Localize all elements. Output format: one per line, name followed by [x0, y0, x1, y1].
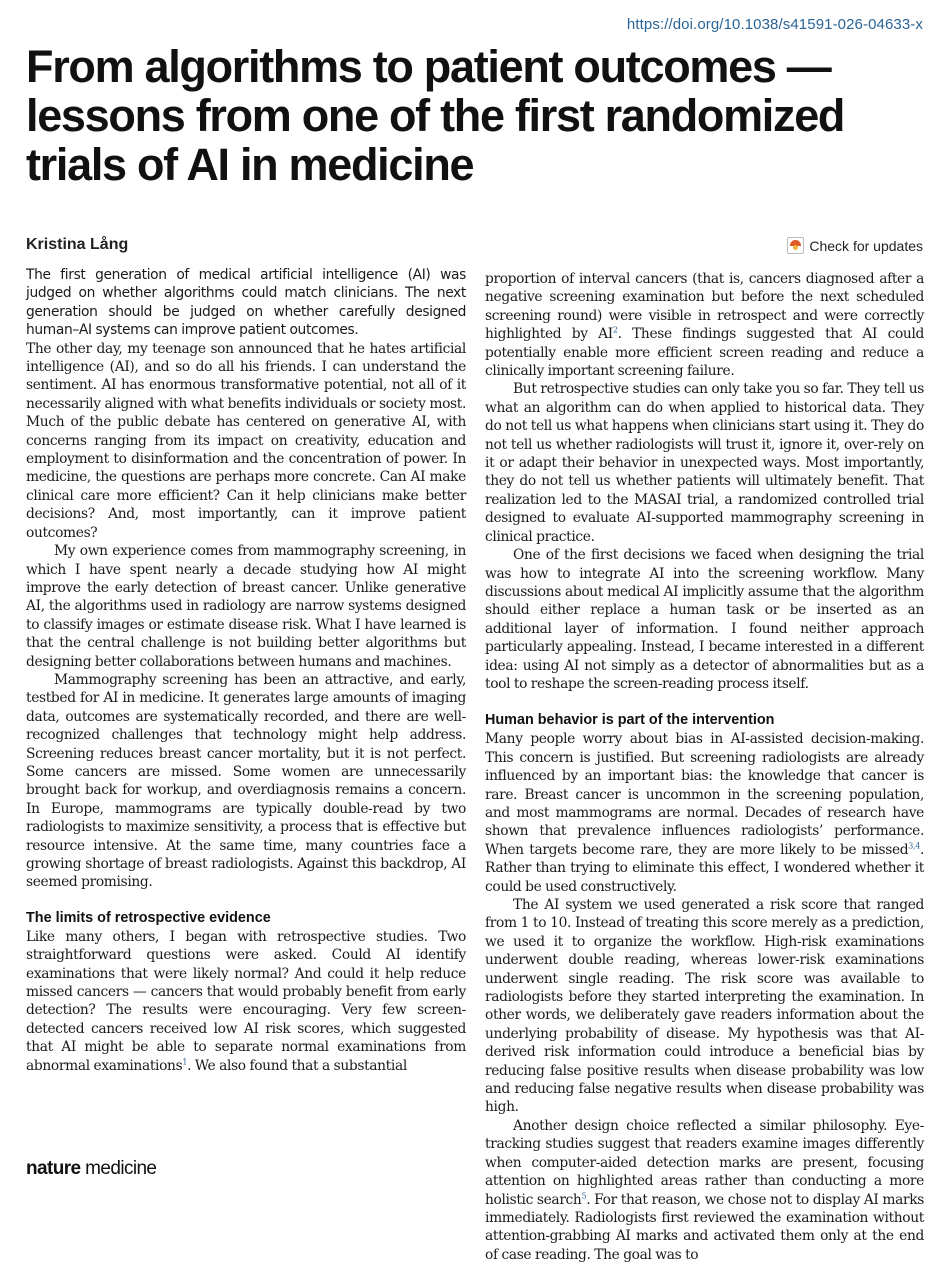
- journal-logo: [26, 1158, 156, 1180]
- paragraph: The other day, my teenage son announced that he hates artificial intelligence (AI), and so do all his friends. I can understand the sentiment. AI has enormous transformative potential, not all of it necessarily aligned with what benefits individuals or society most. Much of the public debate has centered on generative AI, with concerns ranging from its impact on creativity, education and employment to disinformation and the concentration of power. In medicine, the questions are perhaps more concrete. Can AI make clinical care more efficient? Can it help clinicians make better decisions? And, most importantly, can it improve patient outcomes?: [26, 340, 466, 541]
- reference-link[interactable]: 3,4: [908, 841, 920, 851]
- paragraph: [485, 1117, 924, 1264]
- paragraph: But retrospective studies can only take you so far. They tell us what an algorithm can do when applied to historical data. They do not tell us what happens when clinicians start using it. They do not tell us whether radiologists will trust it, ignore it, over-rely on it or adapt their behavior in unexpected ways. Most importantly, they do not tell us whether patients will ultimately benefit. That realization led to the MASAI trial, a randomized controlled trial designed to evaluate AI-supported mammography screening in clinical practice.: [485, 381, 924, 545]
- check-for-updates-label: Check for updates: [809, 237, 923, 254]
- paragraph-text: . These findings suggested that AI could potentially enable more efficient screen reading and reduce a clinically important screening failure.: [485, 326, 924, 380]
- paragraph-text: . We also found that a substantial: [187, 1057, 407, 1074]
- section-heading: Human behavior is part of the intervention: [485, 712, 775, 729]
- doi-link[interactable]: https://doi.org/10.1038/s41591-026-04633-x: [626, 16, 923, 33]
- reference-link[interactable]: 1: [182, 1057, 188, 1067]
- paragraph: [485, 270, 924, 380]
- journal-logo-part: medicine: [85, 1158, 157, 1179]
- section-heading: The limits of retrospective evidence: [26, 909, 271, 926]
- check-for-updates-button[interactable]: [787, 237, 923, 254]
- reference-link[interactable]: 2: [612, 325, 618, 335]
- standfirst: The first generation of medical artificial intelligence (AI) was judged on whether algorithms could match clinicians. The next generation should be judged on whether carefully designed human–AI systems can improve patient outcomes.: [26, 267, 466, 339]
- paragraph-text: Like many others, I began with retrospective studies. Two straightforward questions were asked. Could AI identify examinations that were likely normal? And could it help reduce missed cancers — cancers that would probably benefit from early detection? The results were encouraging. Very few screen-detected cancers received low AI risk scores, which suggested that AI might be able to separate normal examinations from abnormal examinations: [26, 928, 466, 1074]
- article-title: From algorithms to patient outcomes — lessons from one of the first randomized trials of AI in medicine: [26, 41, 845, 190]
- paragraph: Mammography screening has been an attractive, and early, testbed for AI in medicine. It generates large amounts of imaging data, outcomes are systematically recorded, and there are well-recognized challenges that technology might help address. Screening reduces breast cancer mortality, but it is not perfect. Some cancers are missed. Some women are unnecessarily brought back for workup, and overdiagnosis remains a concern. In Europe, mammograms are typically double-read by two radiologists to maximize sensitivity, a process that is effective but resource intensive. At the same time, many countries face a growing shortage of breast radiologists. Against this backdrop, AI seemed promising.: [26, 671, 466, 891]
- paragraph-text: . Rather than trying to eliminate this effect, I wondered whether it could be used constructively.: [485, 841, 924, 895]
- paragraph: My own experience comes from mammography screening, in which I have spent nearly a decade studying how AI might improve the early detection of breast cancer. Unlike generative AI, the algorithms used in radiology are narrow systems designed to classify images or estimate disease risk. What I have learned is that the central challenge is not building better algorithms but designing better collaborations between humans and machines.: [26, 543, 466, 670]
- reference-link[interactable]: 5: [581, 1190, 587, 1200]
- paragraph: The AI system we used generated a risk score that ranged from 1 to 10. Instead of treating this score merely as a prediction, we used it to organize the workflow. High-risk examinations underwent double reading, whereas lower-risk examinations underwent single reading. The risk score was available to radiologists before they started interpreting the examination. In other words, we deliberately gave readers information about the underlying probability of disease. My hypothesis was that AI-derived risk information could introduce a beneficial bias by reducing false positive results when disease probability was low and reducing false negative results when disease probability was high.: [485, 897, 924, 1116]
- right-column: [485, 270, 924, 1264]
- paragraph-text: . For that reason, we chose not to display AI marks immediately. Radiologists first reviewed the examination without attention-grabbing AI marks and activated them only at the end of case reading. The goal was to: [485, 1191, 925, 1263]
- crossmark-icon: [787, 237, 804, 254]
- paragraph: [485, 730, 924, 896]
- paragraph-text: proportion of interval cancers (that is, cancers diagnosed after a negative screening examination but before the next scheduled screening round) were visible in retrospect and were correctly highlighted by AI: [485, 271, 924, 343]
- left-column: [26, 266, 466, 1075]
- journal-logo-part: nature: [26, 1158, 81, 1179]
- paragraph: One of the first decisions we faced when designing the trial was how to integrate AI into the screening workflow. Many discussions about medical AI implicitly assume that the algorithm should either replace a human task or be inserted as an additional layer of information. I found neither approach particularly appealing. Instead, I became interested in a different idea: using AI not simply as a detector of abnormalities but as a tool to reshape the screen-reading process itself.: [485, 547, 924, 692]
- paragraph-text: Another design choice reflected a similar philosophy. Eye-tracking studies suggest that readers examine images differently when computer-aided detection marks are present, focusing attention on highlighted areas rather than conducting a more holistic search: [485, 1117, 924, 1208]
- paragraph-text: Many people worry about bias in AI-assisted decision-making. This concern is justified. But screening radiologists are already influenced by an important bias: the knowledge that cancer is rare. Breast cancer is uncommon in the screening population, and most mammograms are normal. Decades of research have shown that prevalence influences radiologists’ performance. When targets become rare, they are more likely to be missed: [485, 731, 924, 858]
- author-name: Kristina Lång: [26, 236, 129, 253]
- paragraph: [26, 928, 466, 1075]
